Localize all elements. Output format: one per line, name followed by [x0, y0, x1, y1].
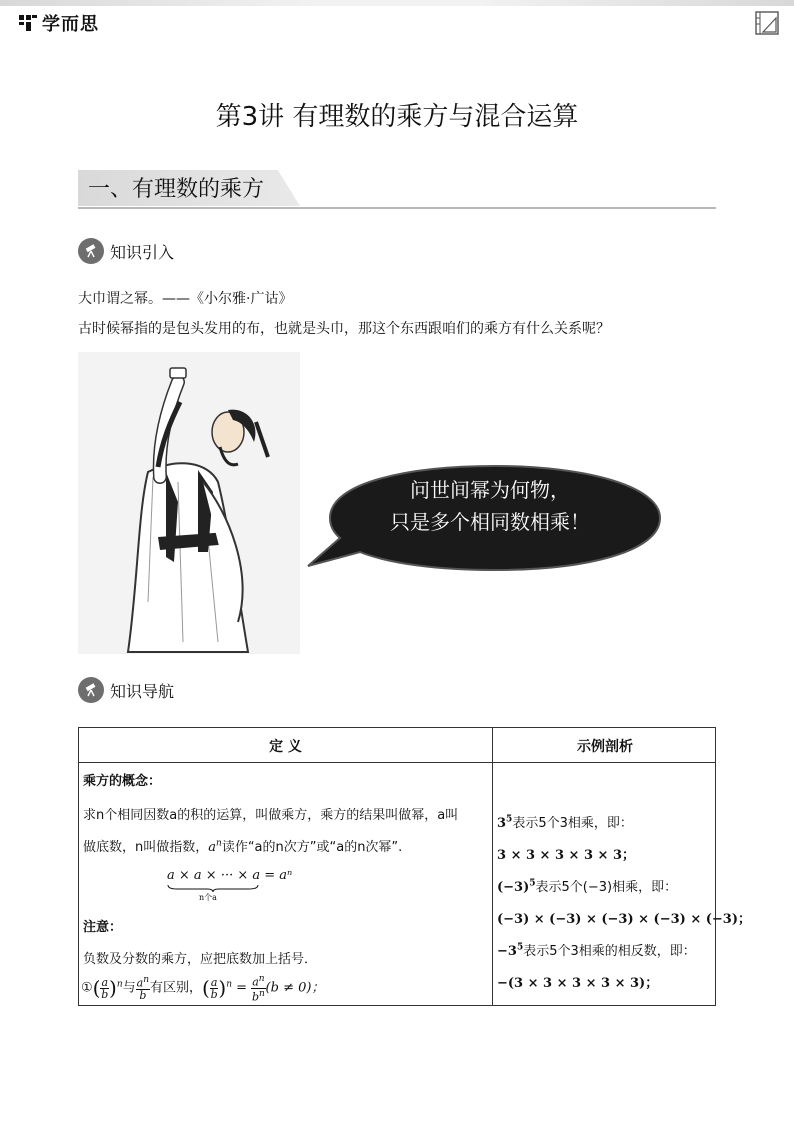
circled-one: ①	[81, 980, 93, 996]
speech-line-1: 问世间幂为何物，	[410, 478, 570, 502]
example-power-2: $(-3)^5$	[497, 878, 536, 895]
header-shade	[0, 0, 794, 6]
concept-line-2	[83, 836, 402, 855]
example-power-1: $3^5$	[497, 814, 513, 831]
section-heading-rule	[78, 207, 716, 209]
brand-logo-icon	[18, 13, 38, 33]
example-line-3	[497, 876, 677, 895]
concept-label: 乘方的概念：	[83, 774, 162, 789]
intro-heading-text: 知识引入	[110, 242, 175, 262]
speech-bubble-text	[330, 474, 650, 538]
brand-logo	[18, 10, 99, 36]
underbrace-icon	[167, 884, 259, 892]
formula-rhs: = aⁿ	[264, 868, 293, 883]
example-line-2: 3 × 3 × 3 × 3 × 3；	[497, 848, 636, 863]
table-header-example: 示例剖析	[577, 739, 633, 755]
page-header	[0, 0, 794, 44]
formula-lhs: a × a × ··· × a	[167, 868, 261, 883]
telescope-icon	[78, 238, 104, 264]
note-condition: (b ≠ 0)；	[265, 980, 325, 996]
example-power-3: $-3^5$	[497, 942, 524, 959]
example-line-1	[497, 812, 633, 831]
example-text-3: 表示5个(−3)相乘，即：	[535, 880, 678, 895]
brand-name: 学而思	[42, 14, 99, 35]
ruler-triangle-icon	[754, 10, 780, 36]
poet-illustration	[78, 352, 300, 654]
page-title: 第3讲 有理数的乘方与混合运算	[215, 102, 579, 132]
formula-under: n个a	[199, 893, 217, 902]
example-text-5: 表示5个3相乘的相反数，即：	[523, 944, 696, 959]
concept-line-2-start: 做底数，n叫做指数，	[83, 840, 209, 855]
concept-line-1: 求n个相同因数a的积的运算，叫做乘方，乘方的结果叫做幂，a叫	[83, 808, 459, 823]
note-with: 与	[122, 980, 136, 996]
example-text-1: 表示5个3相乘，即：	[512, 816, 633, 831]
intro-question: 古时候幂指的是包头发用的布，也就是头巾，那这个东西跟咱们的乘方有什么关系呢？	[78, 321, 610, 337]
knowledge-table	[78, 727, 751, 1006]
table-column-divider	[492, 728, 493, 1005]
example-line-4: (−3) × (−3) × (−3) × (−3) × (−3)；	[497, 912, 751, 927]
intro-heading	[78, 238, 174, 264]
intro-quote: 大巾谓之幂。——《小尔雅·广诂》	[78, 291, 293, 307]
concept-line-2-end: 读作“a的n次方”或“a的n次幂”.	[221, 840, 403, 855]
telescope-icon	[78, 677, 104, 703]
note-line-1: 负数及分数的乘方，应把底数加上括号．	[83, 952, 318, 967]
formula-product	[167, 868, 261, 902]
section-heading	[78, 168, 716, 210]
note-differ: 有区别，	[150, 980, 203, 996]
power-notation: $a^n$	[208, 838, 222, 855]
example-line-6: −(3 × 3 × 3 × 3 × 3)；	[497, 976, 659, 991]
note-line-2: ①( $\frac{a}{b}$ )$^n$与 $\frac{a^n}{b}$ 有区别，( $\frac{a}{b}$ )$^n$ = $\frac{a^n}{b^n}$ (b ≠ 0)；	[81, 974, 325, 1004]
nav-heading	[78, 677, 174, 703]
table-header-definition: 定 义	[269, 739, 302, 755]
speech-line-2: 只是多个相同数相乘！	[390, 510, 590, 534]
table-header-divider	[79, 762, 715, 763]
nav-heading-text: 知识导航	[110, 681, 175, 701]
note-label: 注意：	[83, 920, 123, 935]
power-formula	[167, 868, 293, 902]
section-heading-text: 一、有理数的乘方	[88, 177, 265, 202]
example-line-5	[497, 940, 696, 959]
